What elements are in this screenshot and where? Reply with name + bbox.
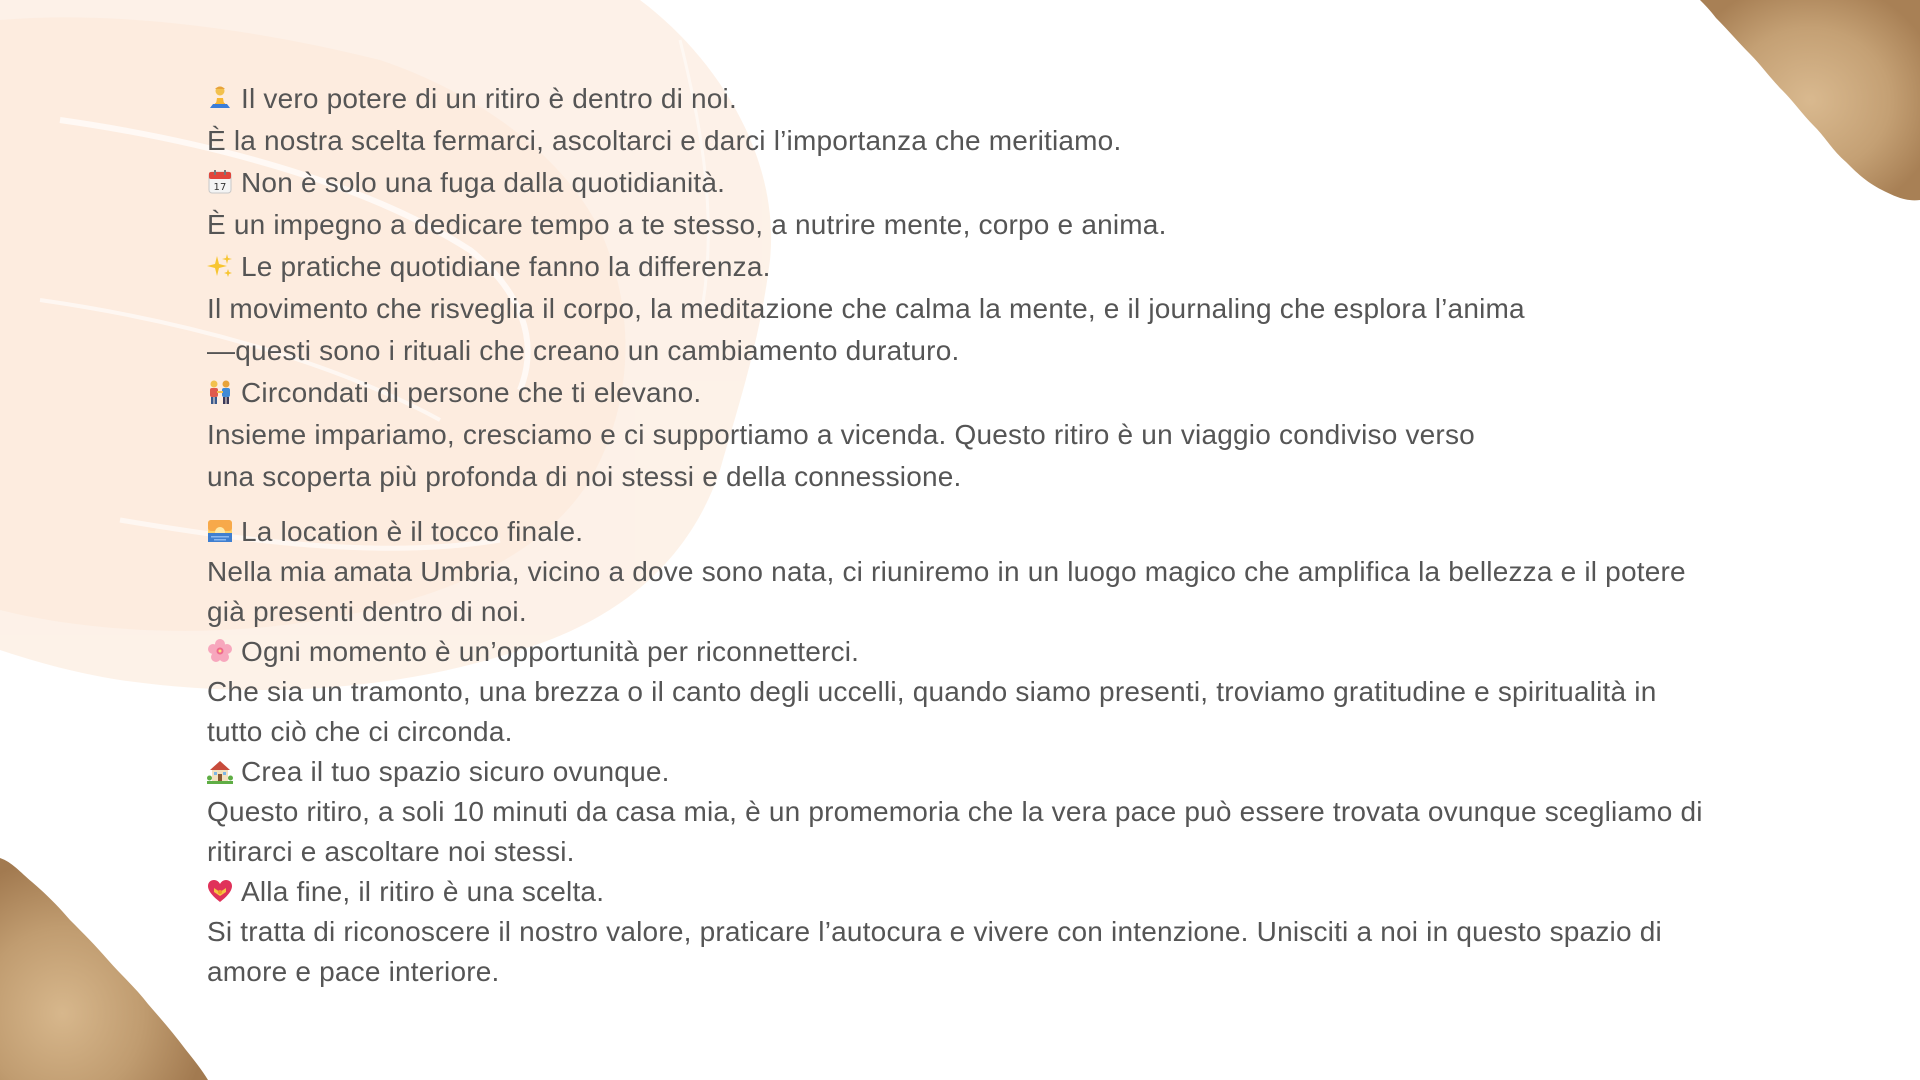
- paragraph-body-line: [207, 832, 1807, 872]
- paragraph-body-line: [207, 952, 1807, 992]
- section-2: [207, 512, 1807, 992]
- svg-text:17: 17: [213, 182, 227, 193]
- line-text: Alla fine, il ritiro è una scelta.: [241, 876, 605, 907]
- line-text: Il vero potere di un ritiro è dentro di noi.: [241, 83, 737, 114]
- line-text: Il movimento che risveglia il corpo, la meditazione che calma la mente, e il journaling che esplora l’anima: [207, 293, 1525, 324]
- line-text: È un impegno a dedicare tempo a te stesso, a nutrire mente, corpo e anima.: [207, 209, 1167, 240]
- line-text: ritirarci e ascoltare noi stessi.: [207, 836, 575, 867]
- line-text: Si tratta di riconoscere il nostro valore, praticare l’autocura e vivere con intenzione. Unisciti a noi in questo spazio di: [207, 916, 1662, 947]
- line-text: Che sia un tramonto, una brezza o il canto degli uccelli, quando siamo presenti, troviamo gratitudine e spiritualità in: [207, 676, 1657, 707]
- paragraph-body-line: [207, 592, 1807, 632]
- paragraph-heading-line: [207, 246, 1807, 288]
- paragraph-body-line: [207, 456, 1807, 498]
- paragraph-body-line: [207, 712, 1807, 752]
- paragraph-heading-line: [207, 512, 1807, 552]
- line-text: Ogni momento è un’opportunità per riconnetterci.: [241, 636, 860, 667]
- paragraph-heading-line: [207, 372, 1807, 414]
- line-text: La location è il tocco finale.: [241, 516, 584, 547]
- paragraph-body-line: [207, 204, 1807, 246]
- line-text: amore e pace interiore.: [207, 956, 500, 987]
- paragraph-heading-line: [207, 78, 1807, 120]
- person-in-lotus-position-icon: [207, 84, 233, 112]
- paragraph-body-line: [207, 120, 1807, 162]
- paragraph-body-line: [207, 552, 1807, 592]
- paragraph-body-line: [207, 672, 1807, 712]
- line-text: Nella mia amata Umbria, vicino a dove sono nata, ci riuniremo in un luogo magico che amplifica la bellezza e il potere: [207, 556, 1686, 587]
- line-text: Non è solo una fuga dalla quotidianità.: [241, 167, 726, 198]
- paragraph-body-line: [207, 792, 1807, 832]
- line-text: È la nostra scelta fermarci, ascoltarci e darci l’importanza che meritiamo.: [207, 125, 1122, 156]
- torn-paper-bottom-left: [0, 845, 220, 1080]
- paragraph-heading-line: [207, 632, 1807, 672]
- paragraph-body-line: [207, 288, 1807, 330]
- calendar-icon: [207, 168, 233, 196]
- sparkles-icon: [207, 252, 233, 280]
- paragraph-heading-line: [207, 752, 1807, 792]
- line-text: Insieme impariamo, cresciamo e ci supportiamo a vicenda. Questo ritiro è un viaggio condiviso verso: [207, 419, 1475, 450]
- cherry-blossom-icon: [207, 637, 233, 665]
- line-text: Le pratiche quotidiane fanno la differenza.: [241, 251, 771, 282]
- main-text-block: [207, 78, 1807, 992]
- paragraph-body-line: [207, 330, 1807, 372]
- paragraph-heading-line: [207, 162, 1807, 204]
- paragraph-body-line: [207, 414, 1807, 456]
- paragraph-heading-line: [207, 872, 1807, 912]
- line-text: Questo ritiro, a soli 10 minuti da casa mia, è un promemoria che la vera pace può essere trovata ovunque scegliamo di: [207, 796, 1703, 827]
- line-text: tutto ciò che ci circonda.: [207, 716, 513, 747]
- people-holding-hands-icon: [207, 378, 233, 406]
- line-text: già presenti dentro di noi.: [207, 596, 527, 627]
- sunrise-icon: [207, 517, 233, 545]
- heart-with-ribbon-icon: [207, 877, 233, 905]
- line-text: Crea il tuo spazio sicuro ovunque.: [241, 756, 670, 787]
- line-text: —questi sono i rituali che creano un cambiamento duraturo.: [207, 335, 960, 366]
- line-text: una scoperta più profonda di noi stessi e della connessione.: [207, 461, 962, 492]
- section-1: [207, 78, 1807, 498]
- house-with-garden-icon: [207, 757, 233, 785]
- paragraph-body-line: [207, 912, 1807, 952]
- line-text: Circondati di persone che ti elevano.: [241, 377, 702, 408]
